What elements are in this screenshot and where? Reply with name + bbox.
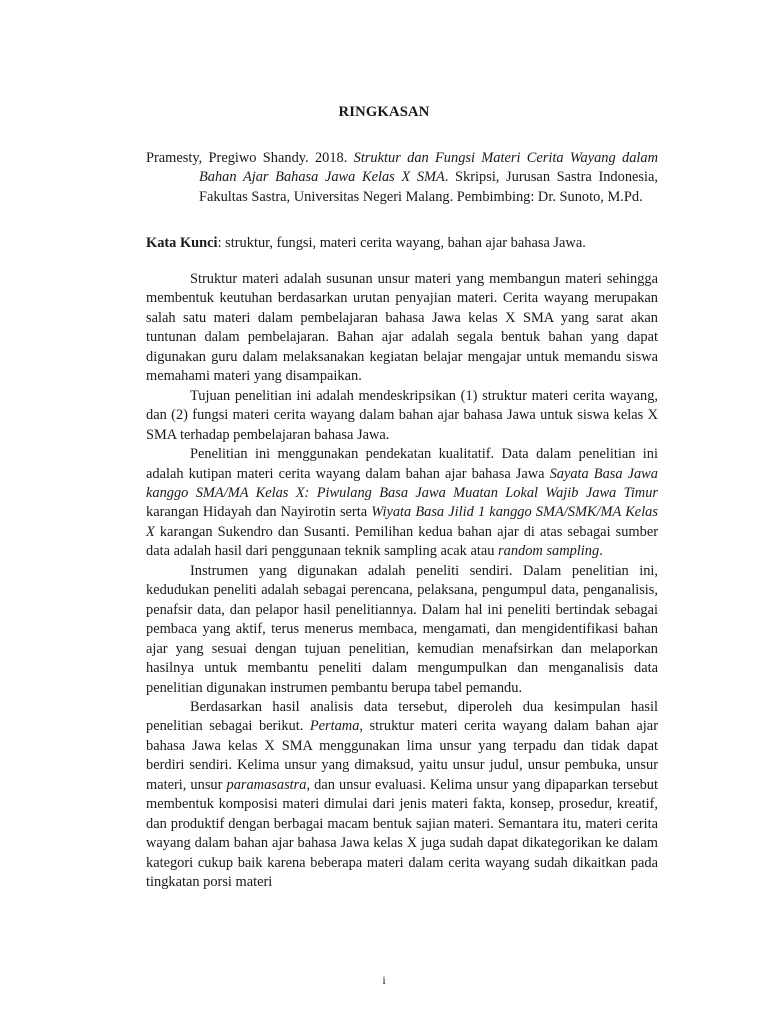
- paragraph-5-text: Berdasarkan hasil analisis data tersebut, diperoleh dua kesimpulan hasil penelitian sebagai berikut.: [146, 698, 658, 735]
- citation-work-title: Struktur dan Fungsi Materi Cerita Wayang dalam Bahan Ajar Bahasa Jawa Kelas X SMA: [199, 150, 658, 186]
- page-title: RINGKASAN: [338, 104, 430, 120]
- paragraph-3-text: .: [599, 543, 603, 560]
- bibliographic-citation: [146, 149, 658, 207]
- paragraph-3-text: Penelitian ini menggunakan pendekatan kualitatif. Data dalam penelitian ini adalah kutipan materi cerita wayang dalam bahan ajar bahasa Jawa: [146, 446, 658, 482]
- italic-term: paramasastra: [226, 776, 307, 793]
- paragraph-5-text: , dan unsur evaluasi. Kelima unsur yang dipaparkan tersebut membentuk komposisi materi dimulai dari jenis materi fakta, konsep, prosedur, kreatif, dan produktif dengan berbagai macam bentuk sajian materi. Semantara itu, materi cerita wayang dalam bahan ajar bahasa Jawa kelas X juga sudah dapat dikategorikan ke dalam kategori cukup baik karena beberapa materi dalam cerita wayang sudah dikaitkan pada tingkatan porsi materi: [146, 776, 658, 891]
- book-title-2: Wiyata Basa Jilid 1 kanggo SMA/SMK/MA Kelas X: [146, 504, 658, 540]
- citation-details: . Skripsi, Jurusan Sastra Indonesia, Fakultas Sastra, Universitas Negeri Malang. Pembimbing: Dr. Sunoto, M.Pd.: [199, 169, 658, 205]
- paragraph-3-text: karangan Sukendro dan Susanti. Pemilihan kedua bahan ajar di atas sebagai sumber data adalah hasil dari penggunaan teknik sampling acak atau: [146, 523, 658, 560]
- paragraph-5: [146, 698, 658, 893]
- keywords-label: Kata Kunci: [146, 235, 218, 251]
- paragraph-3: [146, 445, 658, 562]
- book-title-1: Sayata Basa Jawa kanggo SMA/MA Kelas X: Piwulang Basa Jawa Muatan Lokal Wajib Jawa Timur: [146, 465, 658, 501]
- paragraph-3-text: karangan Hidayah dan Nayirotin serta: [146, 504, 372, 521]
- italic-term: Pertama: [309, 718, 360, 735]
- citation-author-year: Pramesty, Pregiwo Shandy. 2018.: [146, 150, 354, 166]
- paragraph-4: Instrumen yang digunakan adalah peneliti sendiri. Dalam penelitian ini, kedudukan peneliti adalah sebagai perencana, pelaksana, pengumpul data, penganalisis, penafsir data, dan pelapor hasil penelitiannya. Dalam hal ini peneliti bertindak sebagai pembaca yang aktif, terus menerus membaca, mengamati, dan mengidentifikasi bahan ajar yang sesuai dengan tujuan penelitian, kemudian menafsirkan dan melaporkan hasilnya untuk membantu peneliti dalam mengumpulkan dan menganalisis data penelitian digunakan instrumen pembantu berupa tabel pemandu.: [146, 562, 658, 696]
- paragraph-2: Tujuan penelitian ini adalah mendeskripsikan (1) struktur materi cerita wayang, dan (2) fungsi materi cerita wayang dalam bahan ajar bahasa Jawa untuk siswa kelas X SMA terhadap pembelajaran bahasa Jawa.: [146, 387, 658, 443]
- keywords-text: : struktur, fungsi, materi cerita wayang, bahan ajar bahasa Jawa.: [217, 235, 586, 251]
- abstract-body: [146, 270, 658, 893]
- italic-term: random sampling: [498, 543, 600, 560]
- paragraph-1: Struktur materi adalah susunan unsur materi yang membangun materi sehingga membentuk keutuhan berdasarkan urutan penyajian materi. Cerita wayang merupakan salah satu materi dalam pembelajaran bahasa Jawa kelas X SMA yang sarat akan tuntunan dalam pembelajaran. Bahan ajar adalah segala bentuk bahan yang dapat digunakan guru dalam melaksanakan kegiatan belajar mengajar untuk memandu siswa memahami materi yang disampaikan.: [146, 271, 658, 385]
- page-number: i: [382, 973, 386, 987]
- keywords-line: [146, 234, 658, 253]
- paragraph-5-text: , struktur materi cerita wayang dalam bahan ajar bahasa Jawa kelas X SMA menggunakan lima unsur yang terpadu dan tidak dapat berdiri sendiri. Kelima unsur yang dimaksud, yaitu unsur judul, unsur pembuka, unsur materi, unsur: [146, 718, 658, 793]
